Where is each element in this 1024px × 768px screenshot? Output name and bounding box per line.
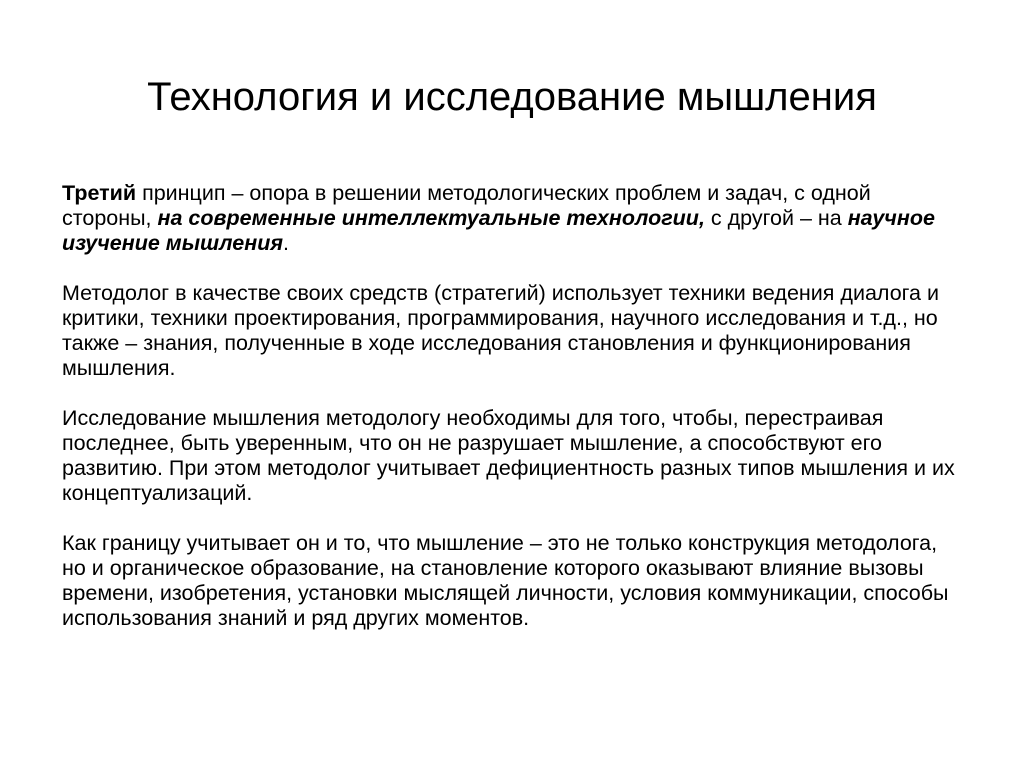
paragraph-methodologist-tools: Методолог в качестве своих средств (стратегий) использует техники ведения диалога и критики, техники проектирования, программирования, научного исследования и т.д., но также – знания, полученные в ходе исследования становления и функционирования мышления. xyxy=(62,281,939,380)
emphasis-scientific-study-of-thinking: научное изучение мышления xyxy=(62,206,935,255)
paragraph1-text-c: . xyxy=(283,231,289,255)
slide-body xyxy=(62,181,962,656)
slide-title: Технология и исследование мышления xyxy=(147,75,877,119)
lead-bold-word: Третий xyxy=(62,181,137,205)
paragraph-thinking-research: Исследование мышления методологу необходимы для того, чтобы, перестраивая последнее, быть уверенным, что он не разрушает мышление, а способствуют его развитию. При этом методолог учитывает дефициентность разных типов мышления и их концептуализаций. xyxy=(62,406,955,505)
paragraph-boundary: Как границу учитывает он и то, что мышление – это не только конструкция методолога, но и органическое образование, на становление которого оказывают влияние вызовы времени, изобретения, установки мыслящей личности, условия коммуникации, способы использования знаний и ряд других моментов. xyxy=(62,531,949,630)
paragraph1-text-a: принцип – опора в решении методологических проблем и задач, с одной стороны, xyxy=(62,181,871,230)
emphasis-intellectual-technologies: на современные интеллектуальные технологии, xyxy=(157,206,705,230)
paragraph-third-principle xyxy=(62,181,962,256)
paragraph1-text-b: с другой – на xyxy=(704,206,848,230)
